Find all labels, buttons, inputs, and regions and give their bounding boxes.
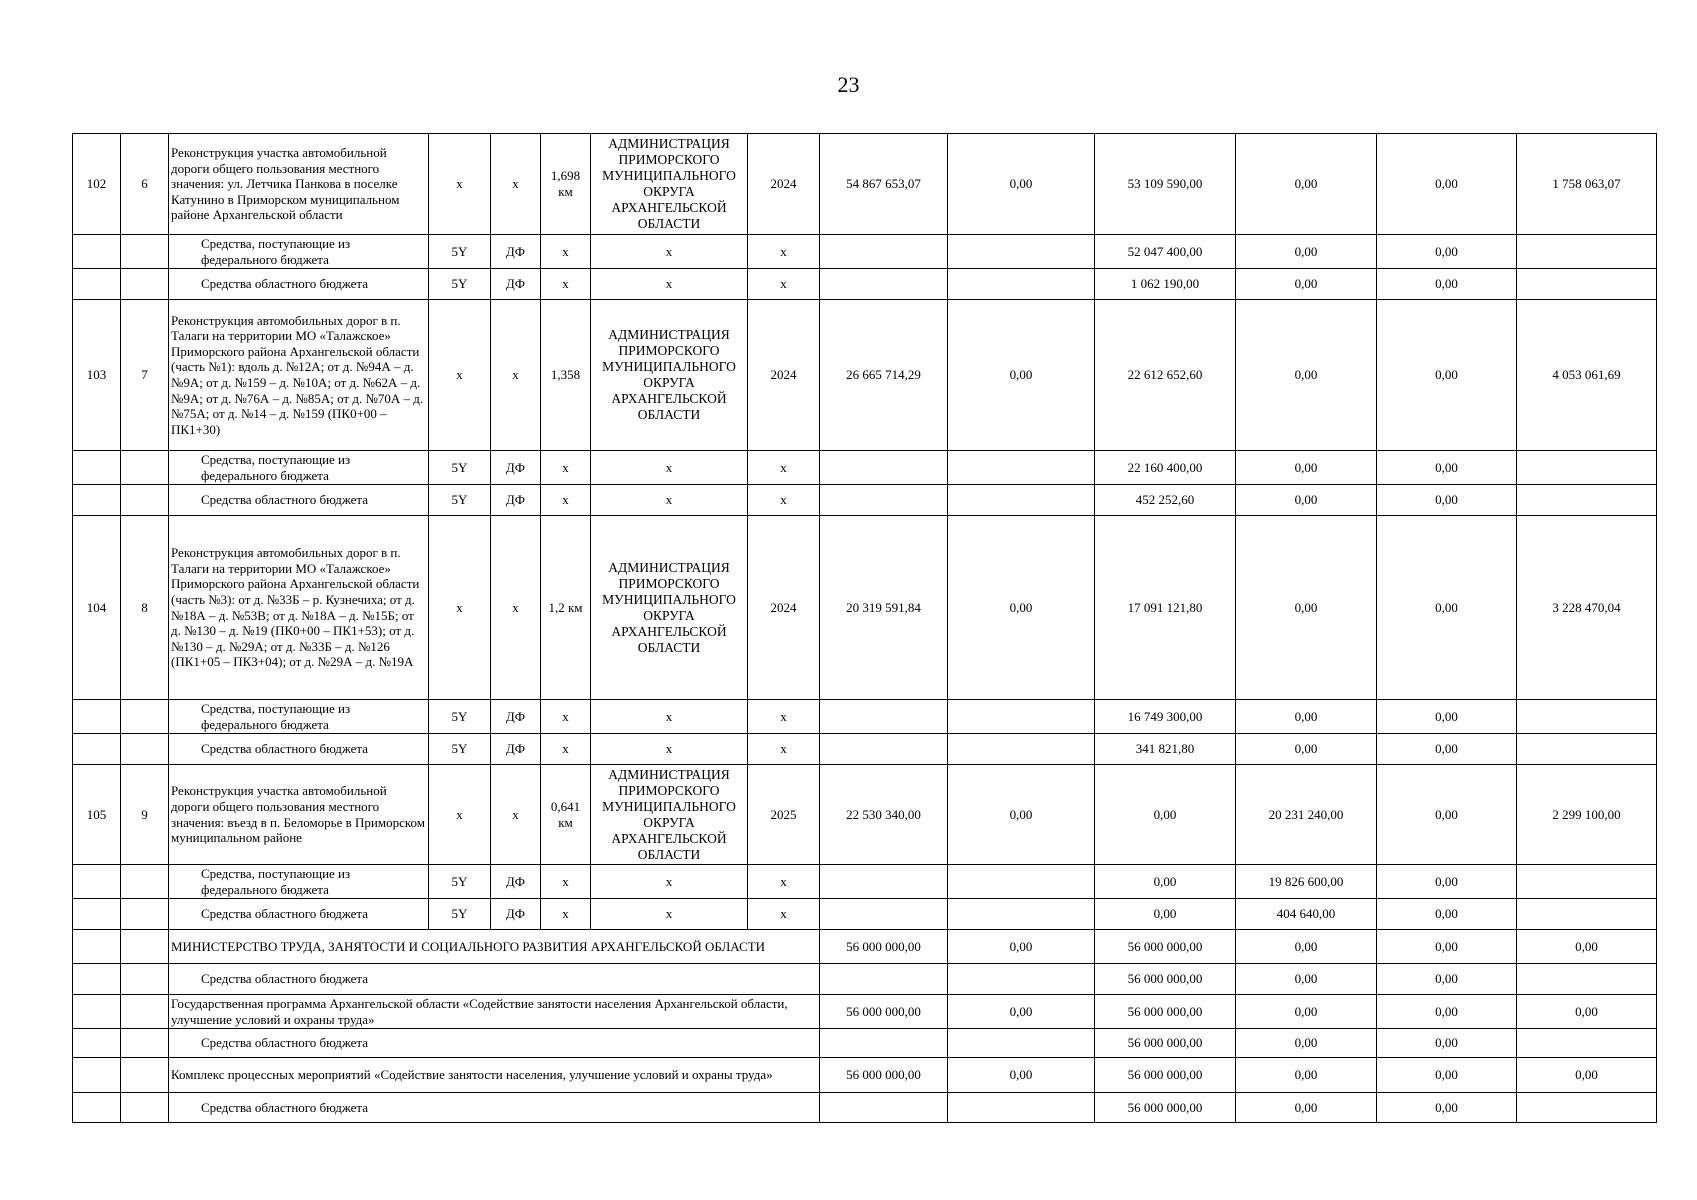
- amount-cell: 56 000 000,00: [1095, 1093, 1236, 1123]
- amount-cell: 0,00: [1377, 516, 1517, 700]
- funding-source: Средства областного бюджета: [169, 485, 429, 516]
- table-row: [73, 865, 1657, 899]
- table-row: [73, 134, 1657, 235]
- amount-cell: 0,00: [1377, 865, 1517, 899]
- amount-cell: 3 228 470,04: [1517, 516, 1657, 700]
- amount-cell: 0,00: [948, 1058, 1095, 1093]
- code-cell: ДФ: [491, 269, 541, 300]
- funding-source: Средства, поступающие из федерального бюджета: [169, 451, 429, 485]
- amount-cell: 0,00: [1095, 765, 1236, 865]
- table-row: [73, 300, 1657, 451]
- row-index: 8: [121, 516, 169, 700]
- code-cell: х: [491, 765, 541, 865]
- amount-total: 22 530 340,00: [820, 765, 948, 865]
- code-cell: х: [429, 300, 491, 451]
- table-row: [73, 700, 1657, 734]
- amount-cell: 0,00: [1377, 235, 1517, 269]
- organization-cell: АДМИНИСТРАЦИЯ ПРИМОРСКОГО МУНИЦИПАЛЬНОГО ОКРУГА АРХАНГЕЛЬСКОЙ ОБЛАСТИ: [591, 300, 748, 451]
- table-row: [73, 516, 1657, 700]
- amount-cell: 0,00: [1377, 964, 1517, 995]
- year-cell: 2025: [748, 765, 820, 865]
- code-cell: х: [491, 516, 541, 700]
- table-row: [73, 734, 1657, 765]
- complex-heading: Комплекс процессных мероприятий «Содействие занятости населения, улучшение условий и охраны труда»: [169, 1058, 820, 1093]
- amount-cell: 56 000 000,00: [1095, 930, 1236, 964]
- year-cell: х: [748, 899, 820, 930]
- amount-cell: 16 749 300,00: [1095, 700, 1236, 734]
- length-cell: х: [541, 485, 591, 516]
- section-heading: МИНИСТЕРСТВО ТРУДА, ЗАНЯТОСТИ И СОЦИАЛЬНОГО РАЗВИТИЯ АРХАНГЕЛЬСКОЙ ОБЛАСТИ: [169, 930, 820, 964]
- amount-total: 26 665 714,29: [820, 300, 948, 451]
- amount-cell: 20 231 240,00: [1236, 765, 1377, 865]
- code-cell: х: [429, 134, 491, 235]
- amount-cell: 17 091 121,80: [1095, 516, 1236, 700]
- amount-cell: 0,00: [1236, 1093, 1377, 1123]
- code-cell: х: [429, 516, 491, 700]
- code-cell: х: [429, 765, 491, 865]
- code-cell: 5Y: [429, 269, 491, 300]
- organization-cell: АДМИНИСТРАЦИЯ ПРИМОРСКОГО МУНИЦИПАЛЬНОГО ОКРУГА АРХАНГЕЛЬСКОЙ ОБЛАСТИ: [591, 516, 748, 700]
- amount-cell: 0,00: [1236, 930, 1377, 964]
- row-number: 102: [73, 134, 121, 235]
- length-cell: х: [541, 865, 591, 899]
- amount-cell: 0,00: [1517, 995, 1657, 1029]
- row-description: Реконструкция участка автомобильной дороги общего пользования местного значения: въезд в п. Беломорье в Приморском муниципальном районе: [169, 765, 429, 865]
- amount-cell: 56 000 000,00: [1095, 964, 1236, 995]
- table-row: [73, 1029, 1657, 1058]
- amount-cell: 1 758 063,07: [1517, 134, 1657, 235]
- amount-cell: 0,00: [1517, 930, 1657, 964]
- row-index: 7: [121, 300, 169, 451]
- amount-cell: 341 821,80: [1095, 734, 1236, 765]
- amount-cell: 0,00: [1377, 269, 1517, 300]
- table-row: [73, 269, 1657, 300]
- code-cell: ДФ: [491, 865, 541, 899]
- year-cell: х: [748, 865, 820, 899]
- organization-cell: х: [591, 235, 748, 269]
- amount-total: 20 319 591,84: [820, 516, 948, 700]
- amount-total: 56 000 000,00: [820, 930, 948, 964]
- funding-source: Средства, поступающие из федерального бюджета: [169, 865, 429, 899]
- amount-cell: 0,00: [1236, 134, 1377, 235]
- table-row: [73, 1058, 1657, 1093]
- budget-table: [72, 133, 1657, 1123]
- amount-cell: 0,00: [1236, 269, 1377, 300]
- amount-cell: 52 047 400,00: [1095, 235, 1236, 269]
- length-cell: 1,358: [541, 300, 591, 451]
- row-index: 6: [121, 134, 169, 235]
- amount-cell: 22 612 652,60: [1095, 300, 1236, 451]
- code-cell: ДФ: [491, 485, 541, 516]
- length-cell: х: [541, 899, 591, 930]
- organization-cell: х: [591, 865, 748, 899]
- organization-cell: х: [591, 269, 748, 300]
- code-cell: 5Y: [429, 899, 491, 930]
- row-description: Реконструкция автомобильных дорог в п. Талаги на территории МО «Талажское» Приморского района Архангельской области (часть №1): вдоль д. №12А; от д. №94А – д. №9А; от д. №159 – д. №10А; от д. №62А – д. №9А; от д. №76А – д. №85А; от д. №70А – д. №75А; от д. №14 – д. №159 (ПК0+00 – ПК1+30): [169, 300, 429, 451]
- code-cell: 5Y: [429, 235, 491, 269]
- code-cell: х: [491, 300, 541, 451]
- organization-cell: х: [591, 485, 748, 516]
- amount-cell: 0,00: [1095, 899, 1236, 930]
- table-row: [73, 964, 1657, 995]
- table-row: [73, 1093, 1657, 1123]
- amount-cell: 0,00: [1236, 485, 1377, 516]
- amount-cell: 0,00: [1236, 734, 1377, 765]
- row-number: 103: [73, 300, 121, 451]
- amount-cell: 0,00: [1517, 1058, 1657, 1093]
- table-row: [73, 995, 1657, 1029]
- amount-cell: 0,00: [1377, 700, 1517, 734]
- amount-cell: 0,00: [948, 995, 1095, 1029]
- code-cell: 5Y: [429, 865, 491, 899]
- amount-cell: 56 000 000,00: [1095, 1029, 1236, 1058]
- amount-cell: 0,00: [948, 930, 1095, 964]
- row-number: 105: [73, 765, 121, 865]
- year-cell: х: [748, 485, 820, 516]
- table-row: [73, 485, 1657, 516]
- funding-source: Средства областного бюджета: [169, 1093, 820, 1123]
- length-cell: х: [541, 700, 591, 734]
- organization-cell: АДМИНИСТРАЦИЯ ПРИМОРСКОГО МУНИЦИПАЛЬНОГО ОКРУГА АРХАНГЕЛЬСКОЙ ОБЛАСТИ: [591, 765, 748, 865]
- funding-source: Средства, поступающие из федерального бюджета: [169, 700, 429, 734]
- code-cell: ДФ: [491, 700, 541, 734]
- amount-cell: 404 640,00: [1236, 899, 1377, 930]
- organization-cell: х: [591, 451, 748, 485]
- amount-cell: 0,00: [948, 516, 1095, 700]
- code-cell: ДФ: [491, 451, 541, 485]
- amount-cell: 53 109 590,00: [1095, 134, 1236, 235]
- length-cell: х: [541, 451, 591, 485]
- row-index: 9: [121, 765, 169, 865]
- amount-cell: 0,00: [1236, 964, 1377, 995]
- amount-cell: 0,00: [948, 765, 1095, 865]
- amount-cell: 4 053 061,69: [1517, 300, 1657, 451]
- amount-cell: 0,00: [1236, 300, 1377, 451]
- amount-cell: 452 252,60: [1095, 485, 1236, 516]
- funding-source: Средства, поступающие из федерального бюджета: [169, 235, 429, 269]
- length-cell: х: [541, 235, 591, 269]
- amount-cell: 0,00: [1236, 995, 1377, 1029]
- year-cell: х: [748, 451, 820, 485]
- row-description: Реконструкция автомобильных дорог в п. Талаги на территории МО «Талажское» Приморского района Архангельской области (часть №3): от д. №33Б – р. Кузнечиха; от д. №18А – д. №53В; от д. №18А – д. №15Б; от д. №130 – д. №19 (ПК0+00 – ПК1+53); от д. №130 – д. №29А; от д. №33Б – д. №126 (ПК1+05 – ПК3+04); от д. №29А – д. №19А: [169, 516, 429, 700]
- year-cell: х: [748, 734, 820, 765]
- page-number: 23: [837, 72, 860, 97]
- amount-cell: 0,00: [948, 134, 1095, 235]
- code-cell: 5Y: [429, 451, 491, 485]
- year-cell: 2024: [748, 516, 820, 700]
- code-cell: ДФ: [491, 899, 541, 930]
- organization-cell: х: [591, 700, 748, 734]
- amount-cell: 0,00: [1236, 235, 1377, 269]
- year-cell: х: [748, 700, 820, 734]
- amount-cell: 0,00: [1377, 1029, 1517, 1058]
- amount-cell: 0,00: [1377, 485, 1517, 516]
- code-cell: ДФ: [491, 235, 541, 269]
- table-row: [73, 930, 1657, 964]
- table-row: [73, 235, 1657, 269]
- amount-cell: 0,00: [1236, 451, 1377, 485]
- year-cell: 2024: [748, 134, 820, 235]
- amount-cell: 19 826 600,00: [1236, 865, 1377, 899]
- table-row: [73, 765, 1657, 865]
- table-row: [73, 451, 1657, 485]
- amount-cell: 0,00: [1095, 865, 1236, 899]
- amount-cell: 0,00: [1377, 451, 1517, 485]
- organization-cell: АДМИНИСТРАЦИЯ ПРИМОРСКОГО МУНИЦИПАЛЬНОГО ОКРУГА АРХАНГЕЛЬСКОЙ ОБЛАСТИ: [591, 134, 748, 235]
- amount-cell: 1 062 190,00: [1095, 269, 1236, 300]
- year-cell: х: [748, 269, 820, 300]
- length-cell: х: [541, 734, 591, 765]
- amount-cell: 0,00: [948, 300, 1095, 451]
- amount-cell: 0,00: [1377, 734, 1517, 765]
- code-cell: 5Y: [429, 700, 491, 734]
- year-cell: 2024: [748, 300, 820, 451]
- funding-source: Средства областного бюджета: [169, 899, 429, 930]
- code-cell: 5Y: [429, 485, 491, 516]
- amount-cell: 0,00: [1377, 899, 1517, 930]
- amount-total: 54 867 653,07: [820, 134, 948, 235]
- amount-cell: 0,00: [1377, 765, 1517, 865]
- amount-cell: 0,00: [1377, 995, 1517, 1029]
- funding-source: Средства областного бюджета: [169, 1029, 820, 1058]
- amount-cell: 0,00: [1377, 134, 1517, 235]
- amount-cell: 0,00: [1236, 1058, 1377, 1093]
- length-cell: 1,2 км: [541, 516, 591, 700]
- amount-cell: 0,00: [1377, 300, 1517, 451]
- amount-cell: 2 299 100,00: [1517, 765, 1657, 865]
- row-number: 104: [73, 516, 121, 700]
- funding-source: Средства областного бюджета: [169, 734, 429, 765]
- amount-cell: 0,00: [1377, 1093, 1517, 1123]
- table-row: [73, 899, 1657, 930]
- length-cell: 0,641 км: [541, 765, 591, 865]
- code-cell: 5Y: [429, 734, 491, 765]
- funding-source: Средства областного бюджета: [169, 269, 429, 300]
- year-cell: х: [748, 235, 820, 269]
- row-description: Реконструкция участка автомобильной дороги общего пользования местного значения: ул. Летчика Панкова в поселке Катунино в Приморском муниципальном районе Архангельской области: [169, 134, 429, 235]
- amount-total: 56 000 000,00: [820, 995, 948, 1029]
- amount-cell: 0,00: [1236, 516, 1377, 700]
- amount-cell: 0,00: [1236, 700, 1377, 734]
- code-cell: ДФ: [491, 734, 541, 765]
- amount-cell: 0,00: [1377, 930, 1517, 964]
- length-cell: 1,698 км: [541, 134, 591, 235]
- amount-cell: 0,00: [1236, 1029, 1377, 1058]
- amount-cell: 0,00: [1377, 1058, 1517, 1093]
- funding-source: Средства областного бюджета: [169, 964, 820, 995]
- organization-cell: х: [591, 734, 748, 765]
- amount-cell: 56 000 000,00: [1095, 1058, 1236, 1093]
- code-cell: х: [491, 134, 541, 235]
- amount-cell: 56 000 000,00: [1095, 995, 1236, 1029]
- amount-cell: 22 160 400,00: [1095, 451, 1236, 485]
- program-heading: Государственная программа Архангельской области «Содействие занятости населения Архангельской области, улучшение условий и охраны труда»: [169, 995, 820, 1029]
- length-cell: х: [541, 269, 591, 300]
- organization-cell: х: [591, 899, 748, 930]
- amount-total: 56 000 000,00: [820, 1058, 948, 1093]
